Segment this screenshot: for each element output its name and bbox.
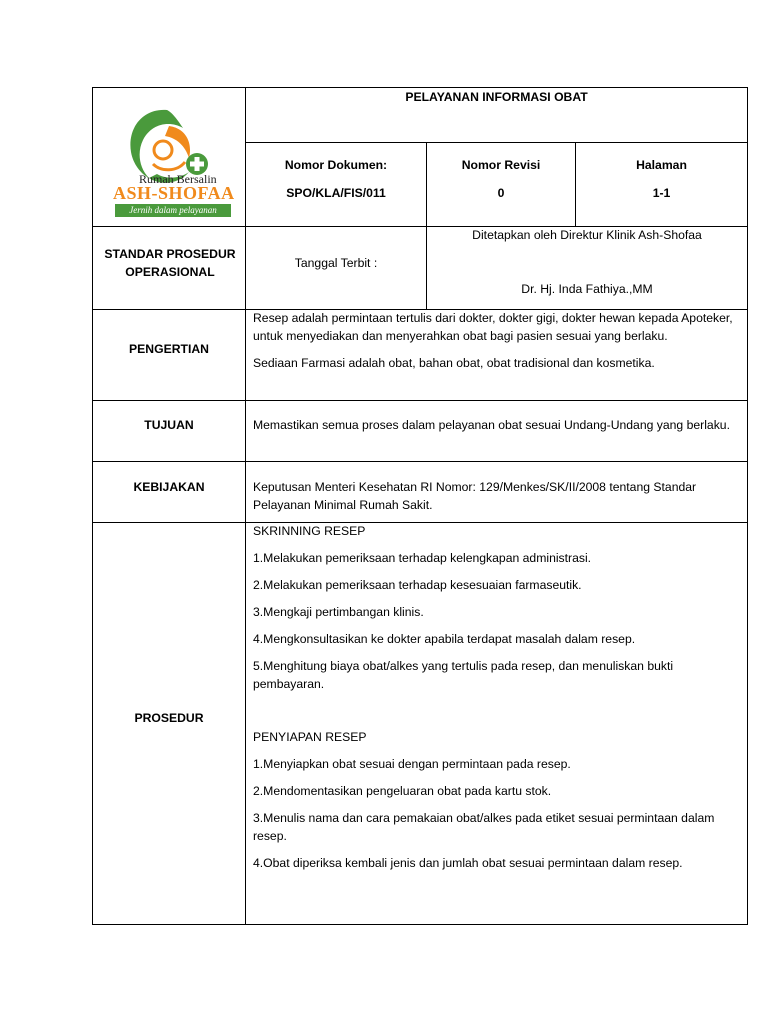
document-title: PELAYANAN INFORMASI OBAT <box>405 90 588 104</box>
procedure-heading: SKRINNING RESEP <box>253 524 366 538</box>
spo-label: STANDAR PROSEDUR OPERASIONAL <box>104 247 236 279</box>
procedure-step: 3.Menulis nama dan cara pemakaian obat/alkes pada etiket sesuai permintaan dalam resep. <box>253 811 715 843</box>
procedure-heading: PENYIAPAN RESEP <box>253 730 367 744</box>
clinic-logo <box>105 102 235 222</box>
procedure-step: 4.Obat diperiksa kembali jenis dan jumlah obat sesuai permintaan dalam resep. <box>253 856 683 870</box>
tanggal-terbit-label: Tanggal Terbit : <box>294 256 378 270</box>
procedure-step: 2.Melakukan pemeriksaan terhadap kesesuaian farmaseutik. <box>253 578 582 592</box>
divider <box>245 88 246 924</box>
pengertian-content <box>253 309 741 372</box>
divider <box>245 142 747 143</box>
divider <box>93 461 747 462</box>
prosedur-content <box>253 522 741 872</box>
tujuan-label: TUJUAN <box>144 418 194 432</box>
tujuan-text: Memastikan semua proses dalam pelayanan obat sesuai Undang-Undang yang berlaku. <box>253 418 730 432</box>
nomor-revisi-value: 0 <box>497 186 505 200</box>
procedure-step: 5.Menghitung biaya obat/alkes yang tertulis pada resep, dan menuliskan bukti pembayaran. <box>253 659 674 691</box>
divider <box>93 400 747 401</box>
signatory-name: Dr. Hj. Inda Fathiya.,MM <box>521 282 653 296</box>
pengertian-label: PENGERTIAN <box>129 342 209 356</box>
prosedur-label: PROSEDUR <box>134 711 204 725</box>
nomor-dokumen-label: Nomor Dokumen: <box>284 158 388 172</box>
logo-line2: ASH-SHOFAA <box>113 183 235 203</box>
logo-line1: Rumah Bersalin <box>139 172 217 186</box>
procedure-step: 1.Melakukan pemeriksaan terhadap kelengkapan administrasi. <box>253 551 592 565</box>
sop-document <box>92 87 748 925</box>
nomor-dokumen-value: SPO/KLA/FIS/011 <box>286 186 386 200</box>
kebijakan-label: KEBIJAKAN <box>133 480 205 494</box>
procedure-step: 4.Mengkonsultasikan ke dokter apabila terdapat masalah dalam resep. <box>253 632 636 646</box>
logo-tagline: Jernih dalam pelayanan <box>115 204 231 217</box>
procedure-step: 3.Mengkaji pertimbangan klinis. <box>253 605 424 619</box>
procedure-step: 1.Menyiapkan obat sesuai dengan permintaan pada resep. <box>253 757 571 771</box>
halaman-value: 1-1 <box>652 186 671 200</box>
pengertian-paragraph: Resep adalah permintaan tertulis dari dokter, dokter gigi, dokter hewan kepada Apoteker, untuk menyediakan dan menyerahkan obat bagi pasien sesuai yang berlaku. <box>253 311 733 343</box>
nomor-revisi-label: Nomor Revisi <box>461 158 541 172</box>
halaman-label: Halaman <box>636 158 687 172</box>
pengertian-paragraph: Sediaan Farmasi adalah obat, bahan obat, obat tradisional dan kosmetika. <box>253 356 655 370</box>
kebijakan-text: Keputusan Menteri Kesehatan RI Nomor: 129/Menkes/SK/II/2008 tentang Standar Pelayanan Minimal Rumah Sakit. <box>253 480 697 512</box>
ditetapkan-text: Ditetapkan oleh Direktur Klinik Ash-Shofaa <box>472 228 702 242</box>
procedure-step: 2.Mendomentasikan pengeluaran obat pada kartu stok. <box>253 784 552 798</box>
